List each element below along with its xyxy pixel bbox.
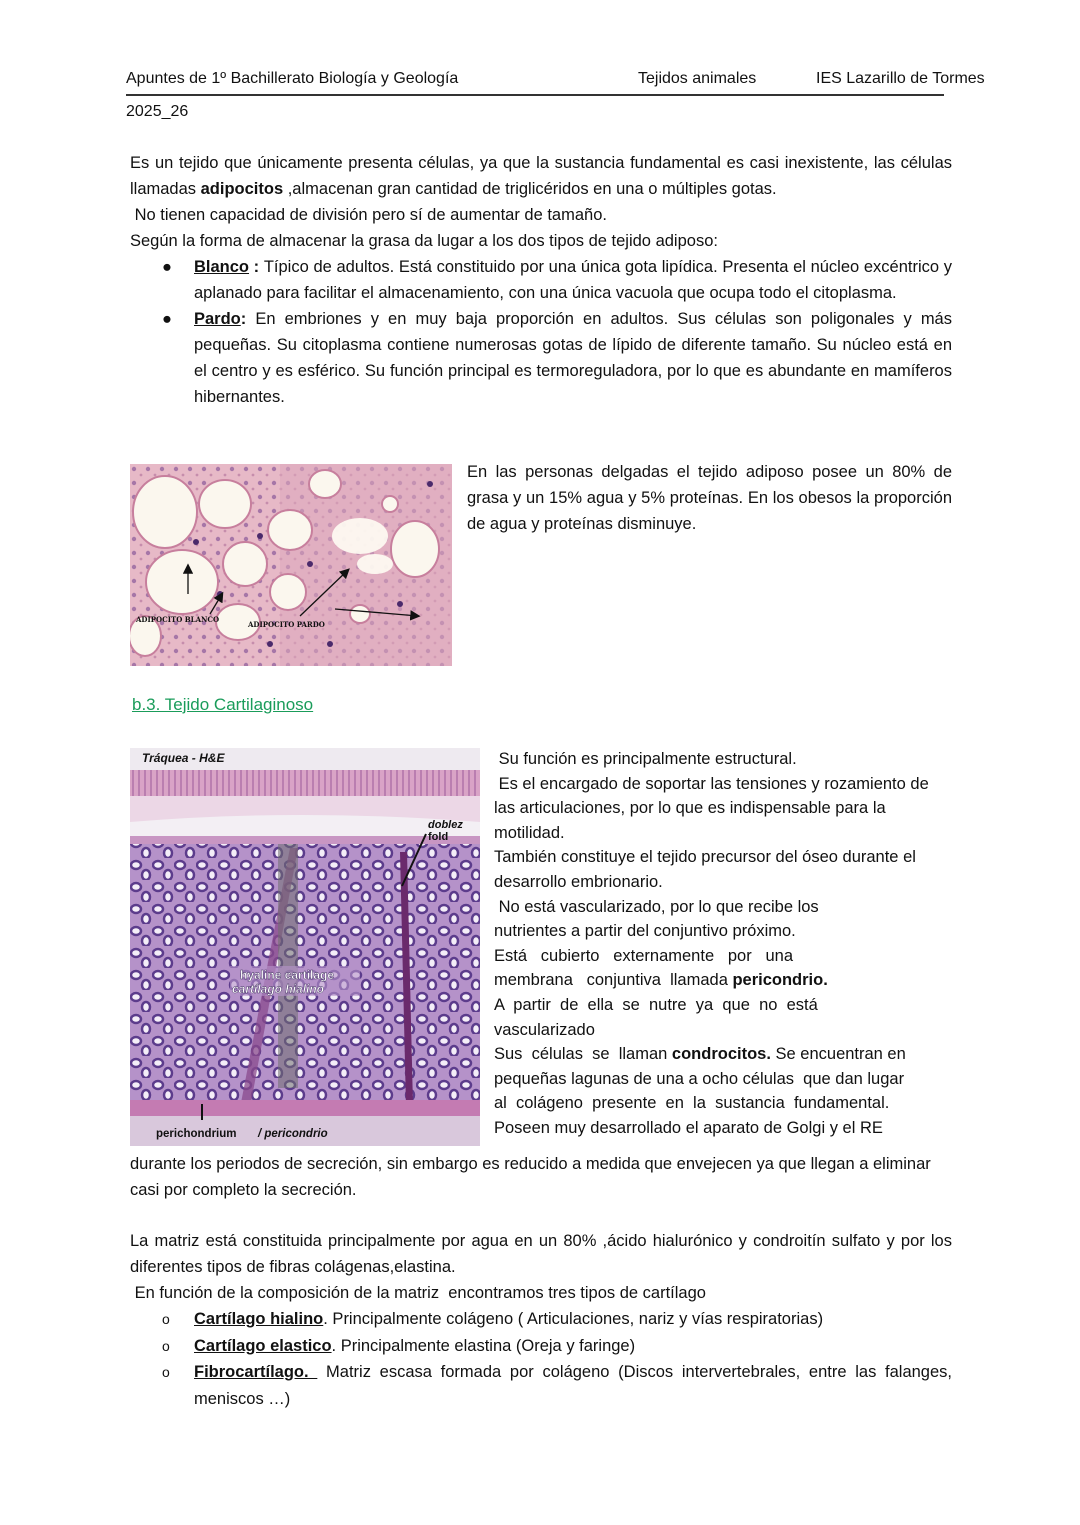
- text-line: Poseen muy desarrollado el aparato de Golgi y el RE: [494, 1118, 883, 1137]
- header-year: 2025_26: [126, 103, 189, 120]
- adipose-intro: [130, 150, 952, 254]
- cartilage-continuation: durante los periodos de secreción, sin embargo es reducido a medida que envejecen ya que llegan a eliminar casi por completo la secreción.: [130, 1155, 931, 1199]
- separator: :: [249, 258, 264, 276]
- adipose-type-text: En embriones y en muy baja proporción en adultos. Sus células son poligonales y más pequeñas. Su citoplasma contiene numerosas gotas de lípido de diferente tamaño. Su núcleo está en el centro y es esférico. Su función principal es termoreguladora, por lo que es abundante en mamíferos hibernantes.: [194, 310, 952, 406]
- text-line: No está vascularizado, por lo que recibe los: [494, 897, 819, 916]
- circle-marker: o: [162, 1311, 170, 1327]
- intro-line-2: No tienen capacidad de división pero sí de aumentar de tamaño.: [130, 206, 607, 224]
- list-item: [160, 306, 952, 410]
- cartilage-type-name: Fibrocartílago.: [194, 1363, 318, 1381]
- text-line: las articulaciones, por lo que es indispensable para la: [494, 799, 886, 818]
- text-line: pequeñas lagunas de una a ocho células que dan lugar: [494, 1069, 905, 1088]
- text-line: [494, 1042, 966, 1067]
- matrix-intro-types: En función de la composición de la matriz encontramos tres tipos de cartílago: [130, 1284, 706, 1302]
- text-line: Está cubierto externamente por una: [494, 946, 793, 965]
- text-line: [494, 968, 866, 993]
- intro-text-1: Es un tejido que únicamente presenta células, ya que la sustancia fundamental es casi inexistente, las células llamadas: [130, 154, 952, 198]
- text-line: al colágeno presente en la sustancia fundamental.: [494, 1094, 890, 1113]
- separator: :: [240, 310, 256, 328]
- adipose-types-list: [160, 254, 952, 410]
- header-topic: Tejidos animales: [638, 70, 757, 87]
- list-item: [160, 1306, 952, 1333]
- bullet-marker: ●: [162, 258, 172, 276]
- adipose-note: En las personas delgadas el tejido adiposo posee un 80% de grasa y un 15% agua y 5% proteínas. En los obesos la proporción de agua y proteínas disminuye.: [467, 463, 952, 533]
- term-perichondrium: pericondrio.: [732, 971, 828, 990]
- cartilage-type-text: . Principalmente colágeno ( Articulaciones, nariz y vías respiratorias): [323, 1310, 824, 1328]
- text-line: vascularizado: [494, 1020, 595, 1039]
- label-hyaline-es: cartílago hialino: [232, 982, 325, 996]
- list-item: [160, 1333, 952, 1360]
- header-course: Apuntes de 1º Bachillerato Biología y Geología: [126, 70, 459, 87]
- text-line: A partir de ella se nutre ya que no está: [494, 995, 818, 1014]
- label-hyaline-en: hyaline cartilage: [240, 968, 335, 982]
- adipose-type-text: Típico de adultos. Está constituido por una única gota lipídica. Presenta el núcleo excéntrico y aplanado para facilitar el almacenamiento, con una única vacuola que ocupa todo el citoplasma.: [194, 258, 952, 302]
- text-fragment: Sus células se llaman: [494, 1045, 672, 1064]
- circle-marker: o: [162, 1337, 170, 1354]
- label-white-adipocyte: ADIPOCITO BLANCO: [136, 615, 220, 624]
- text-line: desarrollo embrionario.: [494, 872, 663, 891]
- cartilage-type-text: Matriz escasa formada por colágeno (Discos intervertebrales, entre las falanges, meniscos …): [194, 1363, 952, 1408]
- matrix-paragraph: [130, 1228, 952, 1306]
- cartilage-type-name: Cartílago hialino: [194, 1310, 324, 1328]
- bullet-marker: ●: [162, 310, 172, 328]
- header-school: IES Lazarillo de Tormes: [816, 70, 985, 87]
- cartilage-types-list: [160, 1306, 952, 1412]
- intro-text-2: ,almacenan gran cantidad de triglicéridos en una o múltiples gotas.: [283, 180, 777, 198]
- adipose-micrograph: [130, 464, 452, 666]
- section-title-cartilage[interactable]: b.3. Tejido Cartilaginoso: [132, 695, 314, 714]
- text-fragment: membrana conjuntiva llamada: [494, 971, 733, 990]
- circle-marker: o: [162, 1364, 170, 1380]
- text-line: Es el encargado de soportar las tensiones y rozamiento de: [494, 774, 929, 793]
- label-fold-en: fold: [428, 831, 449, 843]
- term-chondrocytes: condrocitos.: [671, 1045, 771, 1064]
- matrix-text: La matriz está constituida principalmente por agua en un 80% ,ácido hialurónico y condroitín sulfato y por los diferentes tipos de fibras colágenas,elastina.: [130, 1232, 952, 1276]
- text-fragment: Se encuentran en: [770, 1045, 906, 1064]
- cartilage-description: [494, 747, 966, 1141]
- label-perichondrium-es: / pericondrio: [258, 1128, 328, 1140]
- label-brown-adipocyte: ADIPOCITO PARDO: [248, 620, 325, 629]
- text-line: También constituye el tejido precursor del óseo durante el: [494, 848, 916, 867]
- text-line: Su función es principalmente estructural.: [494, 750, 797, 768]
- intro-bold-term: adipocitos: [200, 180, 284, 198]
- adipose-type-name: Pardo: [194, 310, 241, 328]
- text-line: nutrientes a partir del conjuntivo próximo.: [494, 922, 796, 941]
- list-item: [160, 1359, 952, 1412]
- label-perichondrium-en: perichondrium: [156, 1128, 237, 1140]
- trachea-title: Tráquea - H&E: [142, 751, 225, 765]
- cartilage-type-name: Cartílago elastico: [194, 1336, 332, 1355]
- cartilage-micrograph: [130, 748, 480, 1146]
- cartilage-type-text: . Principalmente elastina (Oreja y faringe): [331, 1336, 636, 1355]
- adipose-type-name: Blanco: [194, 258, 250, 276]
- intro-line-3: Según la forma de almacenar la grasa da lugar a los dos tipos de tejido adiposo:: [130, 232, 718, 250]
- label-fold-es: doblez: [428, 819, 463, 831]
- text-line: motilidad.: [494, 823, 565, 842]
- page-header: [126, 70, 985, 96]
- list-item: [160, 254, 952, 306]
